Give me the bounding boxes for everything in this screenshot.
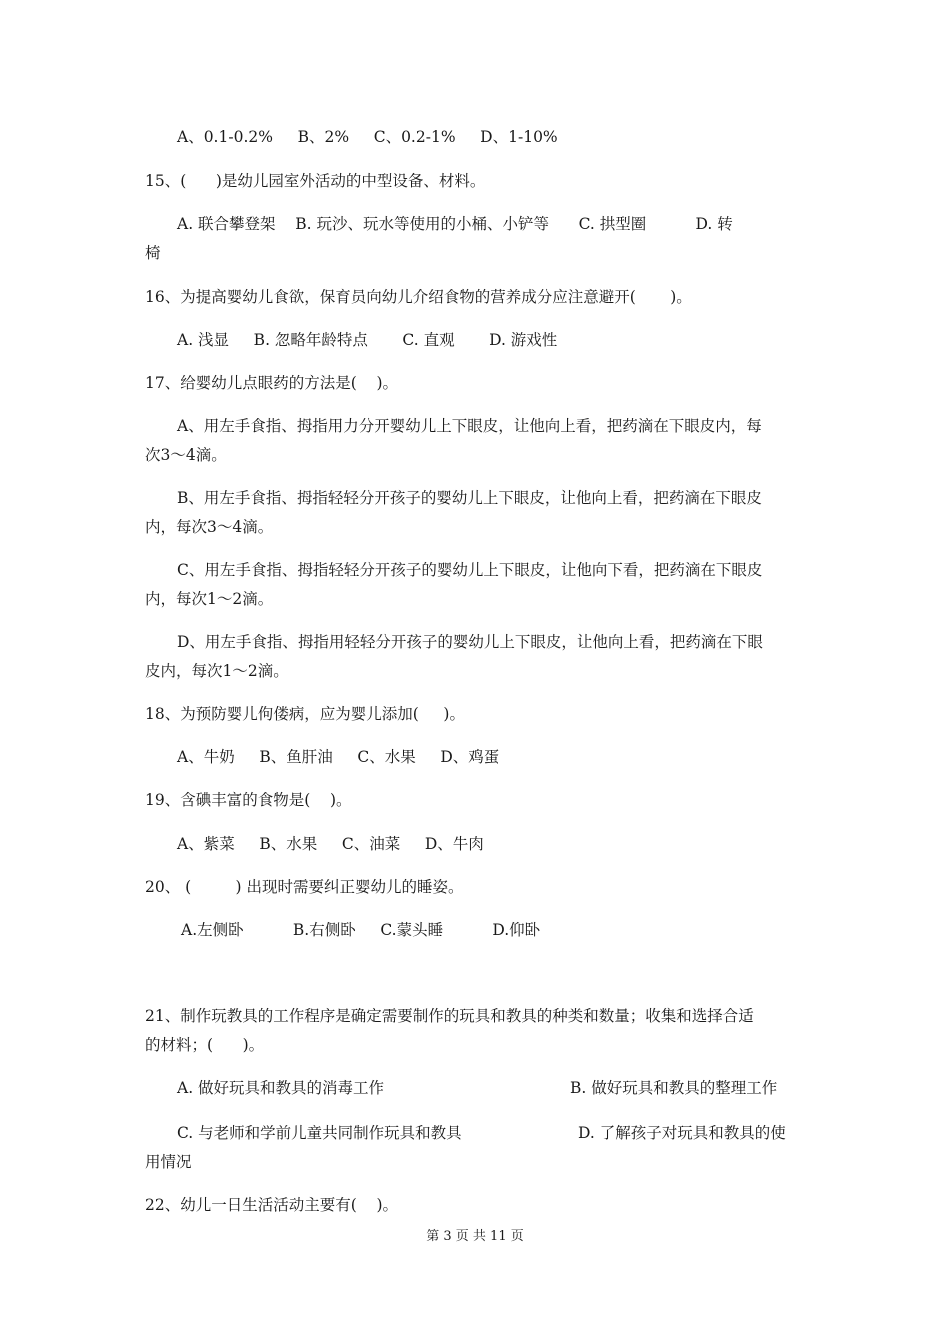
- q21-option-a: A. 做好玩具和教具的消毒工作: [177, 1079, 385, 1097]
- page-footer: 第 3 页 共 11 页: [426, 1229, 524, 1244]
- q17-option-d-wrap: 皮内，每次1～2滴。: [145, 662, 289, 680]
- q17-question: 17、给婴幼儿点眼药的方法是( )。: [145, 374, 399, 392]
- q17-option-b: B、用左手食指、拇指轻轻分开孩子的婴幼儿上下眼皮，让他向上看，把药滴在下眼皮: [177, 489, 762, 507]
- q16-options: A. 浅显 B. 忽略年龄特点 C. 直观 D. 游戏性: [177, 331, 558, 349]
- q18-options: A、牛奶 B、鱼肝油 C、水果 D、鸡蛋: [177, 748, 500, 766]
- q21-question: 21、制作玩教具的工作程序是确定需要制作的玩具和教具的种类和数量；收集和选择合适: [145, 1007, 754, 1025]
- q15-question: 15、( )是幼儿园室外活动的中型设备、材料。: [145, 172, 486, 190]
- q18-question: 18、为预防婴儿佝偻病，应为婴儿添加( )。: [145, 705, 465, 723]
- q20-options: A.左侧卧 B.右侧卧 C.蒙头睡 D.仰卧: [181, 921, 541, 939]
- q17-option-a-wrap: 次3～4滴。: [145, 446, 227, 464]
- q21-option-c: C. 与老师和学前儿童共同制作玩具和教具: [177, 1124, 462, 1142]
- q17-option-a: A、用左手食指、拇指用力分开婴幼儿上下眼皮，让他向上看，把药滴在下眼皮内，每: [177, 417, 762, 435]
- q21-question-wrap: 的材料；( )。: [145, 1036, 265, 1054]
- q19-question: 19、含碘丰富的食物是( )。: [145, 791, 352, 809]
- q15-options: A. 联合攀登架 B. 玩沙、玩水等使用的小桶、小铲等 C. 拱型圈 D. 转: [177, 215, 733, 233]
- q17-option-c: C、用左手食指、拇指轻轻分开孩子的婴幼儿上下眼皮，让他向下看，把药滴在下眼皮: [177, 561, 763, 579]
- q14-options: A、0.1-0.2% B、2% C、0.2-1% D、1-10%: [177, 128, 558, 146]
- q16-question: 16、为提高婴幼儿食欲，保育员向幼儿介绍食物的营养成分应注意避开( )。: [145, 288, 692, 306]
- q20-question: 20、 ( ) 出现时需要纠正婴幼儿的睡姿。: [145, 878, 464, 896]
- q21-option-d-wrap: 用情况: [145, 1153, 192, 1171]
- q17-option-c-wrap: 内，每次1～2滴。: [145, 590, 274, 608]
- q17-option-d: D、用左手食指、拇指用轻轻分开孩子的婴幼儿上下眼皮，让他向上看，把药滴在下眼: [177, 633, 763, 651]
- q17-option-b-wrap: 内，每次3～4滴。: [145, 518, 274, 536]
- q21-option-b: B. 做好玩具和教具的整理工作: [570, 1079, 778, 1097]
- q22-question: 22、幼儿一日生活活动主要有( )。: [145, 1196, 399, 1214]
- q19-options: A、紫菜 B、水果 C、油菜 D、牛肉: [177, 835, 484, 853]
- q15-options-wrap: 椅: [145, 244, 161, 262]
- q21-option-d: D. 了解孩子对玩具和教具的使: [578, 1124, 786, 1142]
